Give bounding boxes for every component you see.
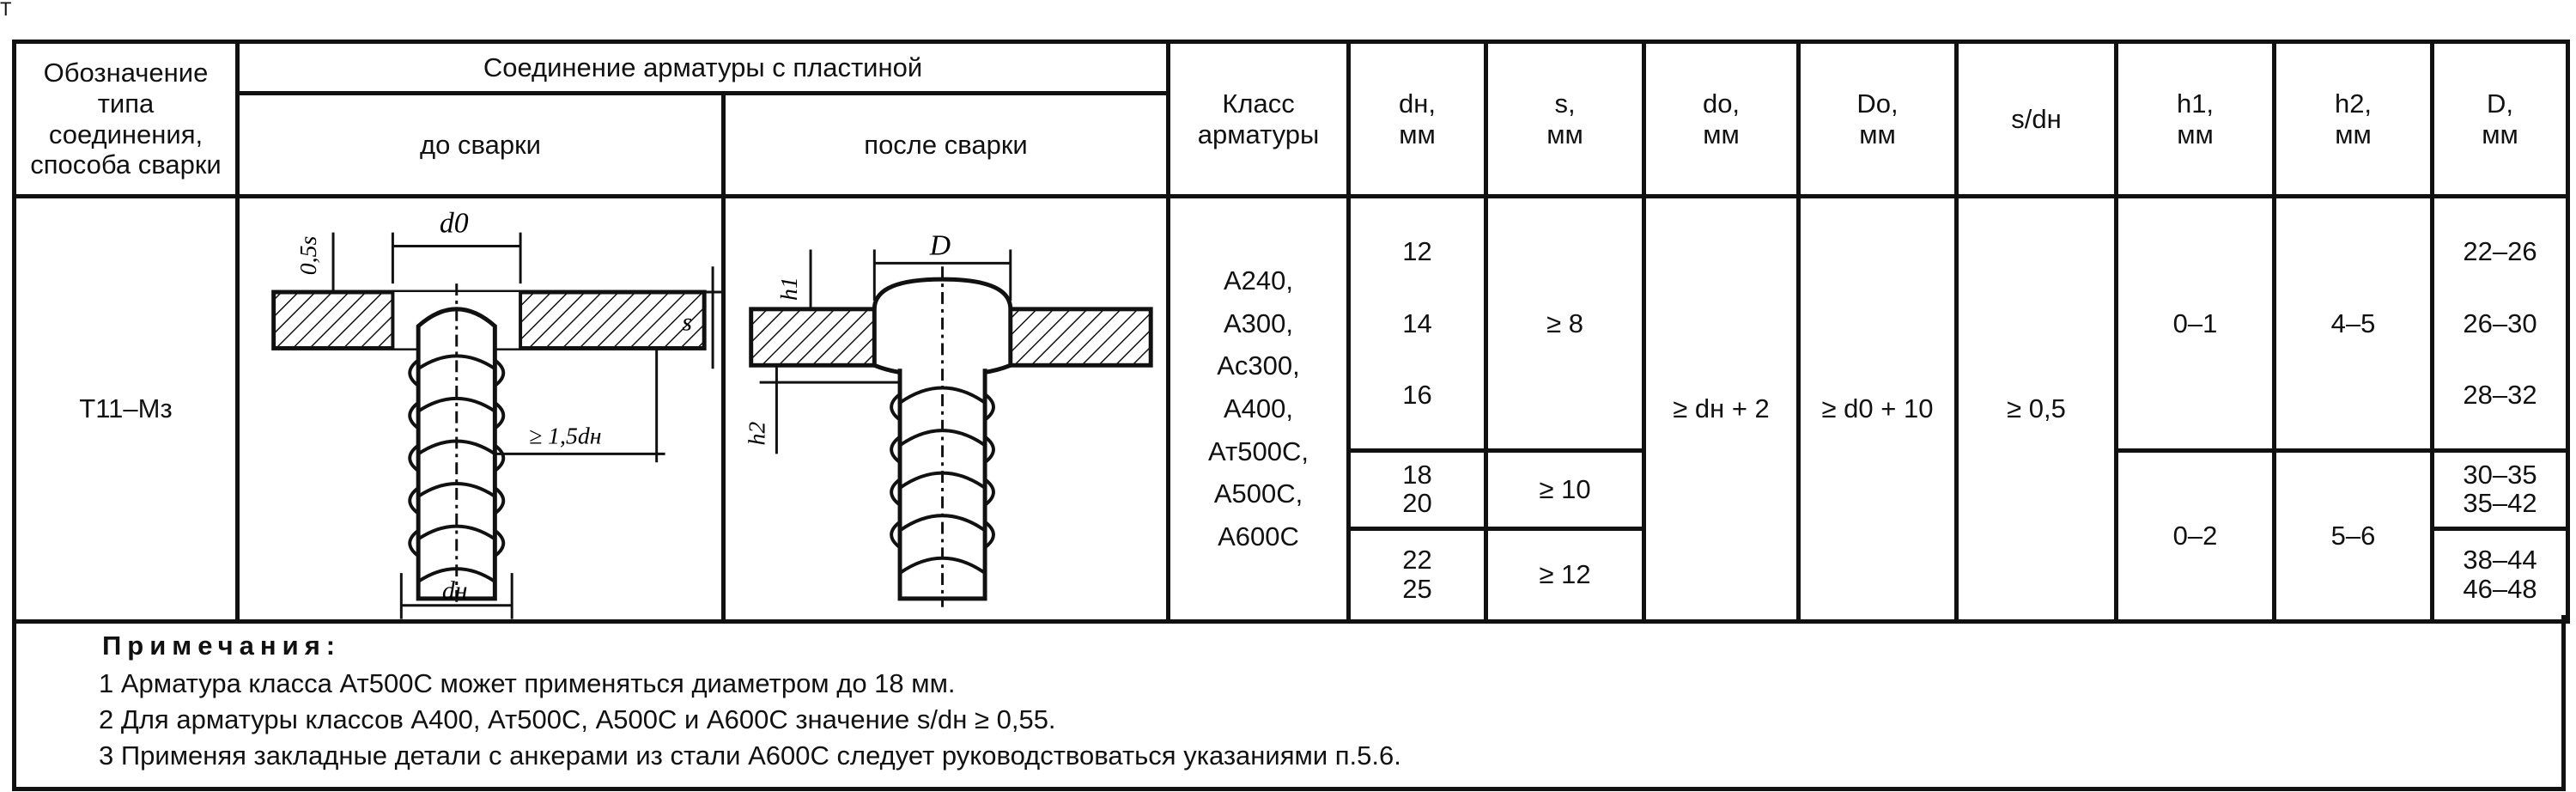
dn-value: 14	[1402, 308, 1432, 338]
D-value: 35–42	[2463, 487, 2537, 518]
header-dn: dн, мм	[1349, 42, 1486, 197]
header-before-weld: до сварки	[238, 94, 724, 197]
D-group-2	[2433, 451, 2568, 529]
do-value: ≥ dн + 2	[1673, 393, 1770, 423]
dn-group-1	[1349, 197, 1486, 451]
s-group-1: ≥ 8	[1486, 197, 1644, 451]
dn-value: 16	[1402, 380, 1432, 410]
header-after-weld: после сварки	[724, 94, 1169, 197]
D-group-3	[2433, 528, 2568, 621]
note-3: 3 Применяя закладные детали с анкерами из стали А600С следует руководствоваться указаниями п.5.6.	[99, 740, 1401, 771]
s-group-2: ≥ 10	[1486, 451, 1644, 529]
label-s: s	[682, 308, 692, 337]
after-weld-drawing	[726, 198, 1166, 619]
sdn-cell: ≥ 0,5	[1957, 197, 2117, 622]
note-2: 2 Для арматуры классов А400, Ат500С, А500С и А600С значение s/dн ≥ 0,55.	[99, 704, 1056, 734]
D-value: 30–35	[2463, 460, 2537, 490]
label-h1: h1	[776, 277, 804, 301]
D-value: 38–44	[2463, 545, 2537, 576]
header-do: dо, мм	[1644, 42, 1799, 197]
header-h2: h2, мм	[2275, 42, 2433, 197]
D-group-1	[2433, 197, 2568, 451]
h1-group-1: 0–1	[2117, 197, 2275, 451]
h1-group-2: 0–2	[2117, 451, 2275, 622]
label-d0: d0	[439, 207, 469, 240]
h2-group-2: 5–6	[2275, 451, 2433, 622]
joint-spec-table	[12, 40, 2570, 624]
dn-value: 25	[1402, 574, 1432, 605]
header-s: s, мм	[1486, 42, 1644, 197]
label-h2: h2	[744, 421, 771, 446]
header-D: D, мм	[2433, 42, 2568, 197]
dn-group-3	[1349, 528, 1486, 621]
dn-group-2	[1349, 451, 1486, 529]
dn-value: 12	[1402, 236, 1432, 267]
corner-mark: T	[0, 0, 12, 20]
label-half-s: 0,5s	[295, 235, 323, 276]
D-value: 22–26	[2463, 236, 2537, 267]
header-type: Обозначение типа соединения, способа сварки	[15, 42, 238, 197]
notes-block	[12, 615, 2566, 791]
class-cell: А240, А300, Ас300, А400, Ат500С, А500С, А600С	[1169, 197, 1349, 622]
h2-group-1: 4–5	[2275, 197, 2433, 451]
s-group-3: ≥ 12	[1486, 528, 1644, 621]
header-class: Класс арматуры	[1169, 42, 1349, 197]
drawing-before-weld	[238, 197, 724, 622]
dn-value: 18	[1402, 460, 1432, 490]
D-value: 26–30	[2463, 308, 2537, 338]
note-1: 1 Арматура класса Ат500С может применяться диаметром до 18 мм.	[99, 668, 956, 698]
label-D: D	[929, 229, 951, 262]
header-Do: Dо, мм	[1799, 42, 1957, 197]
before-weld-drawing	[240, 198, 721, 619]
dn-value: 22	[1402, 545, 1432, 576]
dn-value: 20	[1402, 487, 1432, 518]
D-value: 28–32	[2463, 380, 2537, 410]
Do-cell	[1799, 197, 1957, 622]
header-h1: h1, мм	[2117, 42, 2275, 197]
header-sdn: s/dн	[1957, 42, 2117, 197]
notes-title: Примечания:	[102, 631, 342, 661]
Do-value: ≥ d0 + 10	[1821, 393, 1934, 423]
joint-type-cell: Т11–Мз	[15, 197, 238, 622]
label-dn: dн	[441, 576, 468, 605]
header-joint: Соединение арматуры с пластиной	[238, 42, 1169, 94]
D-value: 46–48	[2463, 574, 2537, 605]
do-cell	[1644, 197, 1799, 622]
label-dist: ≥ 1,5dн	[528, 423, 602, 450]
drawing-after-weld	[724, 197, 1169, 622]
